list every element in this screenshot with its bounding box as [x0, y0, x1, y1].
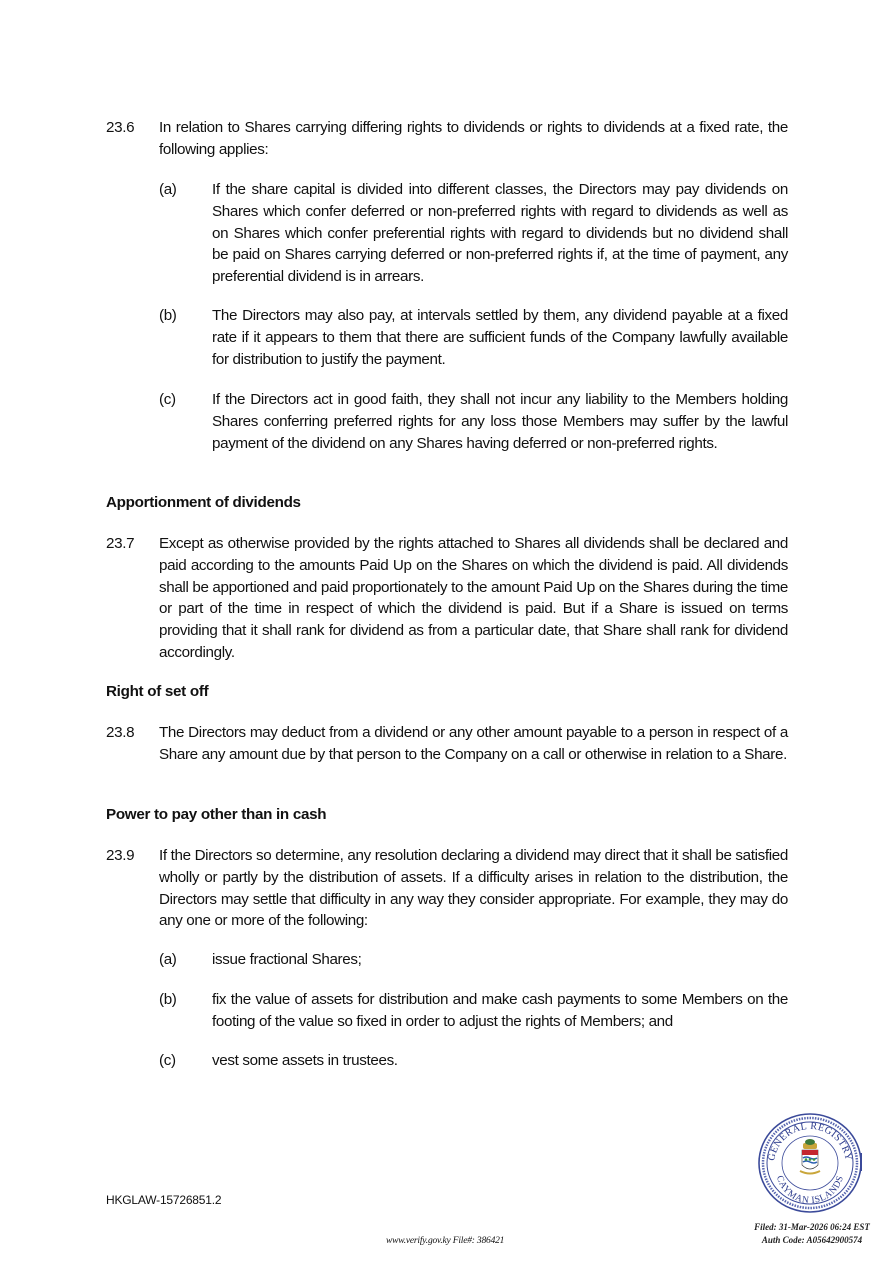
- clause-23-9: [106, 845, 788, 932]
- section-heading: Power to pay other than in cash: [106, 806, 327, 823]
- item-label: (a): [159, 181, 177, 198]
- clause-number: 23.8: [106, 724, 135, 741]
- filed-date: Filed: 31-Mar-2026 06:24 EST: [754, 1222, 870, 1232]
- clause-23-7: [106, 533, 788, 664]
- auth-code: Auth Code: A05642900574: [761, 1235, 863, 1245]
- clause-text: The Directors may deduct from a dividend or any other amount payable to a person in respect of a Share any amount due by that person to the Company on a call or otherwise in relation to a Share.: [159, 724, 788, 763]
- clause-23-6-a: [159, 179, 788, 288]
- clause-23-9-a: [159, 949, 788, 971]
- registry-seal: [756, 1111, 864, 1215]
- section-heading: Apportionment of dividends: [106, 494, 301, 511]
- item-text: vest some assets in trustees.: [212, 1052, 398, 1069]
- clause-number: 23.9: [106, 847, 135, 864]
- clause-23-6-b: [159, 305, 788, 370]
- item-label: (c): [159, 391, 176, 408]
- clause-23-6: [106, 117, 788, 161]
- clause-text: If the Directors so determine, any resolution declaring a dividend may direct that it shall be satisfied wholly or partly by the distribution of assets. If a difficulty arises in relation to the distribution, the Directors may settle that difficulty in any way they consider appropriate. For example, they may do any one or more of the following:: [159, 847, 788, 930]
- filing-stamp: [752, 1221, 872, 1247]
- clause-23-9-c: [159, 1050, 788, 1072]
- item-label: (b): [159, 307, 177, 324]
- item-text: If the Directors act in good faith, they shall not incur any liability to the Members holding Shares conferring preferred rights for any loss those Members may suffer by the lawful payment of the dividend on any Shares having deferred or non-preferred rights.: [212, 391, 788, 452]
- seal-top-text: GENERAL REGISTRY: [766, 1120, 854, 1162]
- verify-url: www.verify.gov.ky File#: 386421: [386, 1236, 505, 1246]
- clause-text: Except as otherwise provided by the rights attached to Shares all dividends shall be declared and paid according to the amounts Paid Up on the Shares on which the dividend is paid. All dividends shall be apportioned and paid proportionately to the amount Paid Up on the Shares during the time or part of the time in respect of which the dividend is paid. But if a Share is issued on terms providing that it shall rank for dividend as from a particular date, that Share shall rank for dividend accordingly.: [159, 535, 788, 661]
- clause-text: In relation to Shares carrying differing rights to dividends or rights to dividends at a fixed rate, the following applies:: [159, 119, 788, 158]
- item-label: (c): [159, 1052, 176, 1069]
- document-reference: HKGLAW-15726851.2: [106, 1193, 222, 1207]
- item-label: (a): [159, 951, 177, 968]
- item-text: issue fractional Shares;: [212, 951, 362, 968]
- clause-23-6-c: [159, 389, 788, 454]
- seal-graphic: [756, 1111, 864, 1215]
- clause-number: 23.7: [106, 535, 135, 552]
- item-text: If the share capital is divided into different classes, the Directors may pay dividends on Shares which confer deferred or non-preferred rights with regard to dividends as well as on Shares which confer preferential rights with regard to dividends but no dividend shall be paid on Shares carrying deferred or non-preferred rights if, at the time of payment, any preferential dividend is in arrears.: [212, 181, 788, 286]
- section-heading: Right of set off: [106, 683, 209, 700]
- item-text: fix the value of assets for distribution and make cash payments to some Members on the footing of the value so fixed in order to adjust the rights of Members; and: [212, 991, 788, 1030]
- clause-number: 23.6: [106, 119, 135, 136]
- coat-of-arms-icon: [800, 1139, 820, 1174]
- clause-23-8: [106, 722, 788, 766]
- clause-23-9-b: [159, 989, 788, 1033]
- item-text: The Directors may also pay, at intervals settled by them, any dividend payable at a fixed rate if it appears to them that there are sufficient funds of the Company lawfully available for distribution to justify the payment.: [212, 307, 788, 368]
- item-label: (b): [159, 991, 177, 1008]
- seal-bottom-text: CAYMAN ISLANDS: [773, 1174, 847, 1207]
